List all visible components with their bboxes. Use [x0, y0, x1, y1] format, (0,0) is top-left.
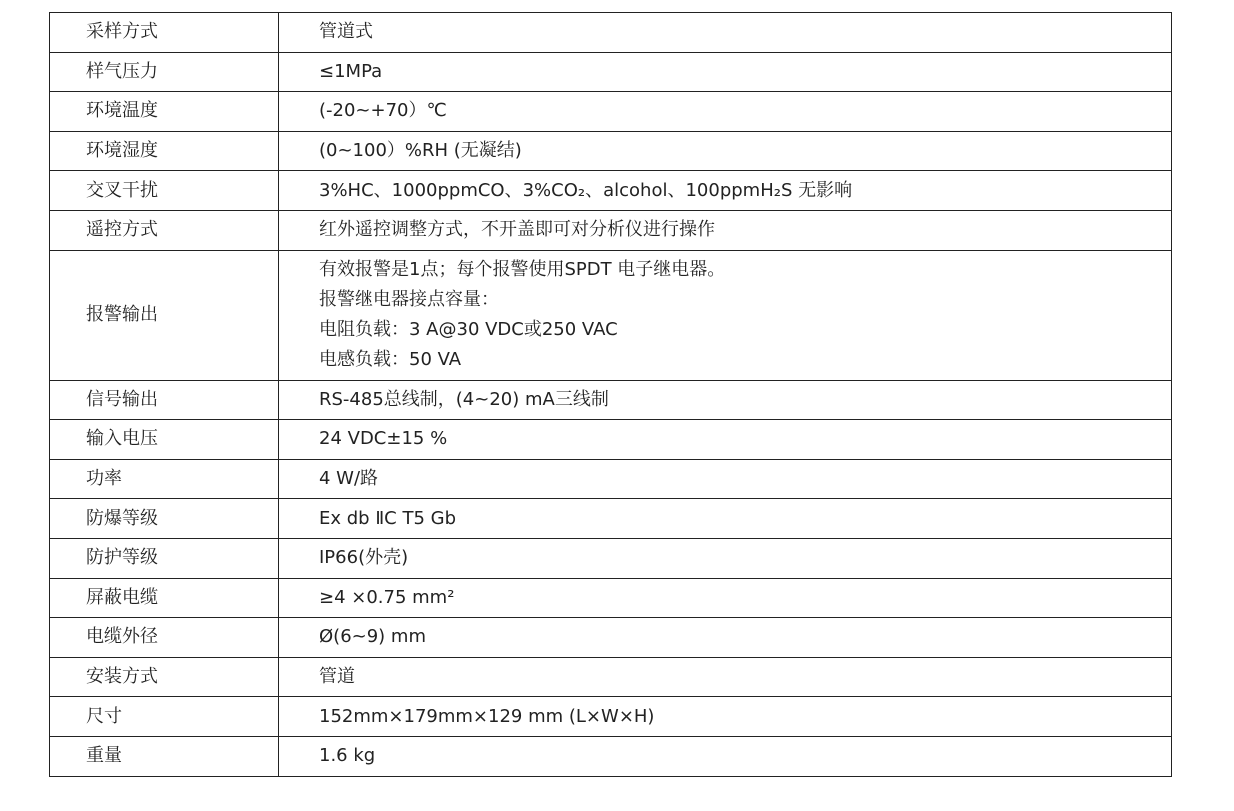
row-label: 样气压力 — [50, 52, 279, 92]
table-row — [50, 210, 1172, 250]
table-row — [50, 52, 1172, 92]
table-row — [50, 697, 1172, 737]
row-label: 屏蔽电缆 — [50, 578, 279, 618]
table-row — [50, 420, 1172, 460]
row-value: 3%HC、1000ppmCO、3%CO₂、alcohol、100ppmH₂S 无影响 — [279, 171, 1172, 211]
row-label: 安装方式 — [50, 657, 279, 697]
row-value: 1.6 kg — [279, 736, 1172, 776]
table-row — [50, 92, 1172, 132]
row-value: 24 VDC±15 % — [279, 420, 1172, 460]
alarm-line: 报警继电器接点容量： — [319, 289, 499, 311]
table-row — [50, 499, 1172, 539]
table-row — [50, 380, 1172, 420]
row-label: 交叉干扰 — [50, 171, 279, 211]
table-row — [50, 736, 1172, 776]
table-row — [50, 459, 1172, 499]
row-value: (-20~+70）℃ — [279, 92, 1172, 132]
row-value-multiline — [279, 250, 1172, 380]
alarm-line: 电感负载：50 VA — [319, 349, 462, 371]
row-value: ≤1MPa — [279, 52, 1172, 92]
alarm-line: 电阻负载：3 A@30 VDC或250 VAC — [319, 319, 618, 341]
row-label: 防护等级 — [50, 538, 279, 578]
row-value: Ex db ⅡC T5 Gb — [279, 499, 1172, 539]
row-label: 功率 — [50, 459, 279, 499]
row-label: 遥控方式 — [50, 210, 279, 250]
table-row — [50, 250, 1172, 380]
row-label: 环境温度 — [50, 92, 279, 132]
row-value: RS-485总线制，(4~20) mA三线制 — [279, 380, 1172, 420]
row-label: 输入电压 — [50, 420, 279, 460]
row-label: 防爆等级 — [50, 499, 279, 539]
row-label: 环境湿度 — [50, 131, 279, 171]
row-value: 152mm×179mm×129 mm (L×W×H) — [279, 697, 1172, 737]
row-value: 管道式 — [279, 13, 1172, 53]
row-label: 报警输出 — [50, 250, 279, 380]
row-value: IP66(外壳) — [279, 538, 1172, 578]
row-label: 尺寸 — [50, 697, 279, 737]
table-row — [50, 618, 1172, 658]
alarm-line: 有效报警是1点；每个报警使用SPDT 电子继电器。 — [319, 259, 726, 281]
row-value: 红外遥控调整方式，不开盖即可对分析仪进行操作 — [279, 210, 1172, 250]
row-label: 信号输出 — [50, 380, 279, 420]
table-row — [50, 131, 1172, 171]
row-value: ≥4 ×0.75 mm² — [279, 578, 1172, 618]
row-label: 重量 — [50, 736, 279, 776]
spec-table — [49, 12, 1172, 777]
row-label: 采样方式 — [50, 13, 279, 53]
table-row — [50, 578, 1172, 618]
row-label: 电缆外径 — [50, 618, 279, 658]
row-value: 管道 — [279, 657, 1172, 697]
table-row — [50, 538, 1172, 578]
row-value: 4 W/路 — [279, 459, 1172, 499]
table-row — [50, 657, 1172, 697]
table-row — [50, 171, 1172, 211]
row-value: (0~100）%RH (无凝结) — [279, 131, 1172, 171]
row-value: Ø(6~9) mm — [279, 618, 1172, 658]
table-row — [50, 13, 1172, 53]
